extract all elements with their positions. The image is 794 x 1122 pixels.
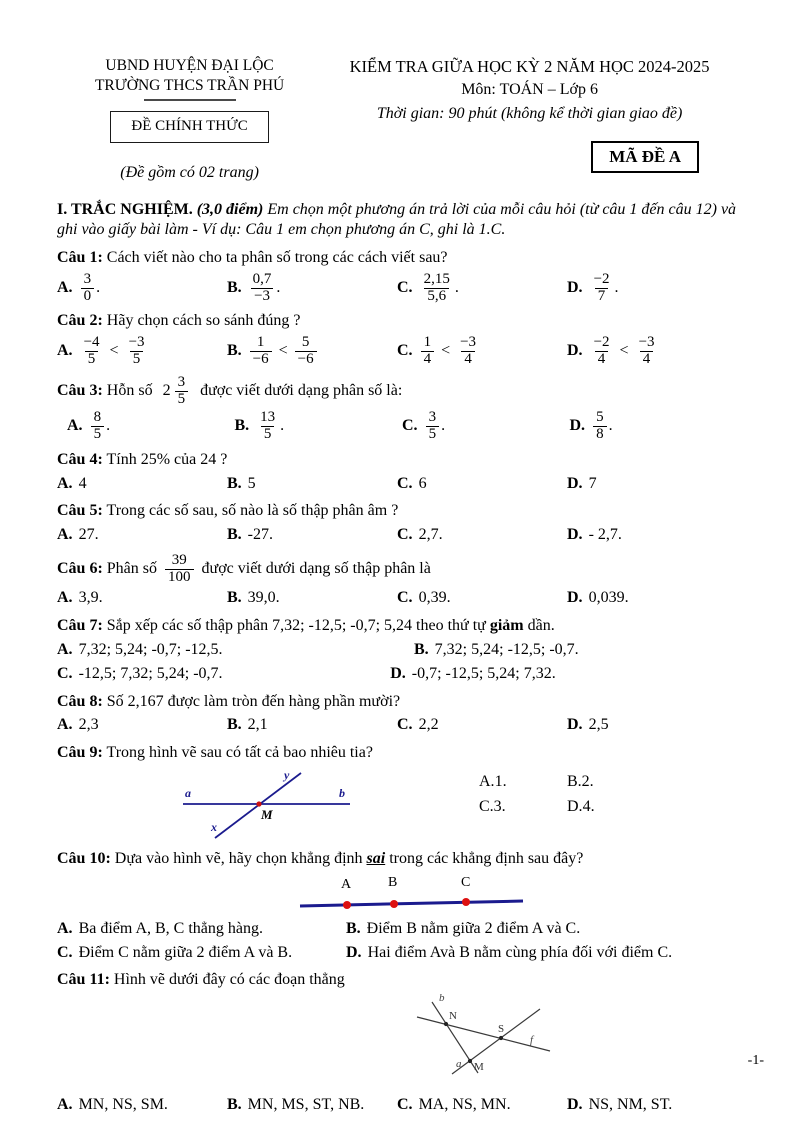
label-A: A bbox=[341, 876, 352, 892]
q7-option-b: B. 7,32; 5,24; -12,5; -0,7. bbox=[414, 641, 579, 659]
question-text-post: được viết dưới dạng số thập phân là bbox=[201, 559, 431, 577]
question-label: Câu 6: bbox=[57, 559, 103, 577]
point-S bbox=[499, 1036, 503, 1040]
q4-option-d: D. 7 bbox=[567, 474, 597, 492]
header-right bbox=[322, 56, 737, 184]
q3-option-b: B. $\frac{13}{5}$ . bbox=[234, 409, 285, 443]
question-10 bbox=[57, 849, 737, 963]
q1-option-a: A. $\frac{3}{0}$ . bbox=[57, 270, 101, 304]
question-text: Dựa vào hình vẽ, hãy chọn khẳng định sai trong các khẳng định sau đây? bbox=[114, 850, 584, 868]
question-7 bbox=[57, 616, 737, 684]
mixed-number: 2 $\frac{3}{5}$ bbox=[163, 375, 191, 408]
fraction: $\frac{8}{5}$ bbox=[91, 410, 105, 443]
q8-option-a: A. 2,3 bbox=[57, 716, 99, 734]
fraction: $\frac{2,15}{5,6}$ bbox=[423, 270, 450, 304]
exam-title: KIỂM TRA GIỮA HỌC KỲ 2 NĂM HỌC 2024-2025 bbox=[349, 57, 710, 76]
question-text: Hãy chọn cách so sánh đúng ? bbox=[106, 312, 301, 330]
q11-option-c: C. MA, NS, MN. bbox=[397, 1096, 511, 1114]
label-b: b bbox=[339, 786, 345, 801]
fraction: $\frac{5}{8}$ bbox=[593, 410, 607, 443]
question-text: Số 2,167 được làm tròn đến hàng phần mười? bbox=[106, 692, 401, 710]
question-label: Câu 5: bbox=[57, 502, 103, 520]
section1-intro bbox=[57, 200, 737, 242]
question-text-pre: Phân số bbox=[106, 559, 158, 577]
org-name-line1: UBND HUYỆN ĐẠI LỘC bbox=[105, 57, 274, 74]
q5-option-b: B. -27. bbox=[227, 526, 273, 544]
question-1 bbox=[57, 248, 737, 304]
label-M: M bbox=[474, 1061, 484, 1074]
fraction: $\frac{1}{-6}$ bbox=[250, 335, 272, 368]
q5-option-a: A. 27. bbox=[57, 526, 99, 544]
section1-instructions: Em chọn một phương án trả lời của mỗi câu hỏi (từ câu 1 đến câu 12) và ghi vào giấy bài làm - Ví dụ: Câu 1 em chọn phương án C, ghi là 1.C. bbox=[57, 200, 737, 239]
fraction: $\frac{-3}{5}$ bbox=[128, 334, 145, 368]
label-a: a bbox=[185, 786, 191, 801]
point-M bbox=[468, 1059, 472, 1063]
q7-option-c: C. -12,5; 7,32; 5,24; -0,7. bbox=[57, 664, 223, 682]
q2-option-c: C. $\frac{1}{4}$ < $\frac{-3}{4}$ bbox=[397, 335, 567, 368]
q5-option-c: C. 2,7. bbox=[397, 526, 443, 544]
q7-option-a: A. 7,32; 5,24; -0,7; -12,5. bbox=[57, 641, 223, 659]
label-M: M bbox=[261, 807, 273, 823]
fraction: $\frac{-2}{7}$ bbox=[593, 270, 610, 304]
q4-option-b: B. 5 bbox=[227, 474, 256, 492]
label-B: B bbox=[388, 874, 398, 890]
page-number: -1- bbox=[747, 1053, 764, 1068]
fraction: $\frac{13}{5}$ bbox=[260, 409, 276, 443]
label-N: N bbox=[449, 1010, 457, 1023]
fraction: $\frac{5}{-6}$ bbox=[295, 335, 317, 368]
fraction: $\frac{-3}{4}$ bbox=[460, 334, 477, 368]
q3-option-a: A. $\frac{8}{5}$ . bbox=[67, 409, 111, 443]
question-6 bbox=[57, 553, 737, 609]
point-M bbox=[256, 801, 261, 806]
question-label: Câu 11: bbox=[57, 971, 110, 989]
header bbox=[57, 56, 737, 184]
question-label: Câu 1: bbox=[57, 249, 103, 267]
question-text: Trong các số sau, số nào là số thập phân âm ? bbox=[106, 502, 399, 520]
label-b: b bbox=[439, 992, 445, 1005]
question-4 bbox=[57, 450, 737, 495]
question-8 bbox=[57, 692, 737, 737]
header-left bbox=[57, 56, 322, 184]
point-B bbox=[390, 900, 398, 908]
q8-option-d: D. 2,5 bbox=[567, 716, 609, 734]
q9-option-a: A. 1. bbox=[479, 773, 507, 791]
point-C bbox=[462, 898, 470, 906]
exam-code-box: MÃ ĐỀ A bbox=[591, 141, 699, 173]
q11-option-b: B. MN, MS, ST, NB. bbox=[227, 1096, 365, 1114]
label-S: S bbox=[498, 1023, 505, 1036]
question-label: Câu 2: bbox=[57, 312, 103, 330]
section1-points: (3,0 điểm) bbox=[192, 200, 264, 218]
q2-option-a: A. $\frac{-4}{5}$ < $\frac{-3}{5}$ bbox=[57, 335, 227, 368]
q10-option-a: A. Ba điểm A, B, C thẳng hàng. bbox=[57, 919, 263, 937]
fraction: $\frac{-2}{4}$ bbox=[593, 334, 610, 368]
question-text-post: được viết dưới dạng phân số là: bbox=[200, 381, 403, 399]
q6-option-a: A. 3,9. bbox=[57, 589, 103, 607]
q3-option-d: D. $\frac{5}{8}$ . bbox=[569, 409, 613, 443]
q7-option-d: D. -0,7; -12,5; 5,24; 7,32. bbox=[390, 664, 556, 682]
segments-figure bbox=[402, 991, 572, 1087]
q9-option-b: B. 2. bbox=[567, 773, 594, 791]
header-underline bbox=[144, 99, 236, 101]
rays-figure bbox=[165, 766, 365, 842]
question-text: Hình vẽ dưới đây có các đoạn thẳng bbox=[113, 971, 345, 989]
fraction: $\frac{-4}{5}$ bbox=[83, 334, 100, 368]
label-y: y bbox=[284, 768, 290, 783]
q11-option-a: A. MN, NS, SM. bbox=[57, 1096, 168, 1114]
q1-option-d: D. $\frac{-2}{7}$ . bbox=[567, 270, 619, 304]
question-5 bbox=[57, 501, 737, 546]
label-a: a bbox=[456, 1058, 462, 1071]
question-label: Câu 4: bbox=[57, 450, 103, 468]
q2-option-b: B. $\frac{1}{-6}$ < $\frac{5}{-6}$ bbox=[227, 335, 397, 368]
section1-title: I. TRẮC NGHIỆM. bbox=[57, 200, 193, 218]
q11-option-d: D. NS, NM, ST. bbox=[567, 1096, 673, 1114]
question-text: Tính 25% của 24 ? bbox=[106, 450, 228, 468]
pages-note: (Đề gồm có 02 trang) bbox=[120, 163, 259, 181]
question-2 bbox=[57, 311, 737, 367]
fraction: $\frac{0,7}{-3}$ bbox=[252, 270, 272, 304]
q6-option-c: C. 0,39. bbox=[397, 589, 451, 607]
exam-duration: Thời gian: 90 phút (không kể thời gian giao đề) bbox=[376, 105, 683, 123]
q6-option-d: D. 0,039. bbox=[567, 589, 629, 607]
question-label: Câu 10: bbox=[57, 850, 111, 868]
q9-option-d: D. 4. bbox=[567, 797, 595, 815]
q8-option-b: B. 2,1 bbox=[227, 716, 268, 734]
official-exam-box: ĐỀ CHÍNH THỨC bbox=[110, 111, 268, 143]
question-label: Câu 7: bbox=[57, 617, 103, 635]
exam-subject: Môn: TOÁN – Lớp 6 bbox=[461, 81, 598, 99]
q1-option-b: B. $\frac{0,7}{-3}$ . bbox=[227, 270, 281, 304]
fraction: $\frac{-3}{4}$ bbox=[638, 334, 655, 368]
fraction: $\frac{3}{5}$ bbox=[426, 410, 440, 443]
q10-option-b: B. Điểm B nằm giữa 2 điểm A và C. bbox=[346, 919, 581, 937]
point-N bbox=[444, 1022, 448, 1026]
label-C: C bbox=[461, 874, 471, 890]
question-text: Sắp xếp các số thập phân 7,32; -12,5; -0,7; 5,24 theo thứ tự giảm dần. bbox=[106, 617, 555, 635]
fraction: $\frac{1}{4}$ bbox=[421, 335, 435, 368]
question-text: Trong hình vẽ sau có tất cả bao nhiêu tia? bbox=[106, 744, 373, 762]
fraction: $\frac{39}{100}$ bbox=[165, 553, 194, 586]
label-x: x bbox=[211, 820, 217, 835]
org-name-line2: TRƯỜNG THCS TRẦN PHÚ bbox=[94, 77, 285, 95]
question-label: Câu 9: bbox=[57, 744, 103, 762]
q10-option-d: D. Hai điểm Avà B nằm cùng phía đối với điểm C. bbox=[346, 943, 673, 961]
question-9 bbox=[57, 743, 737, 842]
question-text: Cách viết nào cho ta phân số trong các cách viết sau? bbox=[106, 249, 448, 267]
q5-option-d: D. - 2,7. bbox=[567, 526, 622, 544]
q6-option-b: B. 39,0. bbox=[227, 589, 280, 607]
fraction: $\frac{3}{0}$ bbox=[81, 272, 95, 305]
q4-option-c: C. 6 bbox=[397, 474, 427, 492]
question-label: Câu 3: bbox=[57, 381, 103, 399]
q4-option-a: A. 4 bbox=[57, 474, 87, 492]
q2-option-d: D. $\frac{-2}{4}$ < $\frac{-3}{4}$ bbox=[567, 335, 737, 368]
q9-option-c: C. 3. bbox=[479, 797, 506, 815]
q9-answers bbox=[479, 772, 637, 818]
question-label: Câu 8: bbox=[57, 692, 103, 710]
label-f: f bbox=[530, 1034, 534, 1047]
question-11 bbox=[57, 970, 737, 1116]
point-A bbox=[343, 901, 351, 909]
question-text-pre: Hỗn số bbox=[106, 381, 153, 399]
q3-option-c: C. $\frac{3}{5}$ . bbox=[402, 409, 446, 443]
q10-option-c: C. Điểm C nằm giữa 2 điểm A và B. bbox=[57, 943, 293, 961]
question-3 bbox=[57, 375, 737, 443]
q1-option-c: C. $\frac{2,15}{5,6}$ . bbox=[397, 270, 459, 304]
q8-option-c: C. 2,2 bbox=[397, 716, 439, 734]
collinear-points-figure bbox=[295, 872, 535, 916]
